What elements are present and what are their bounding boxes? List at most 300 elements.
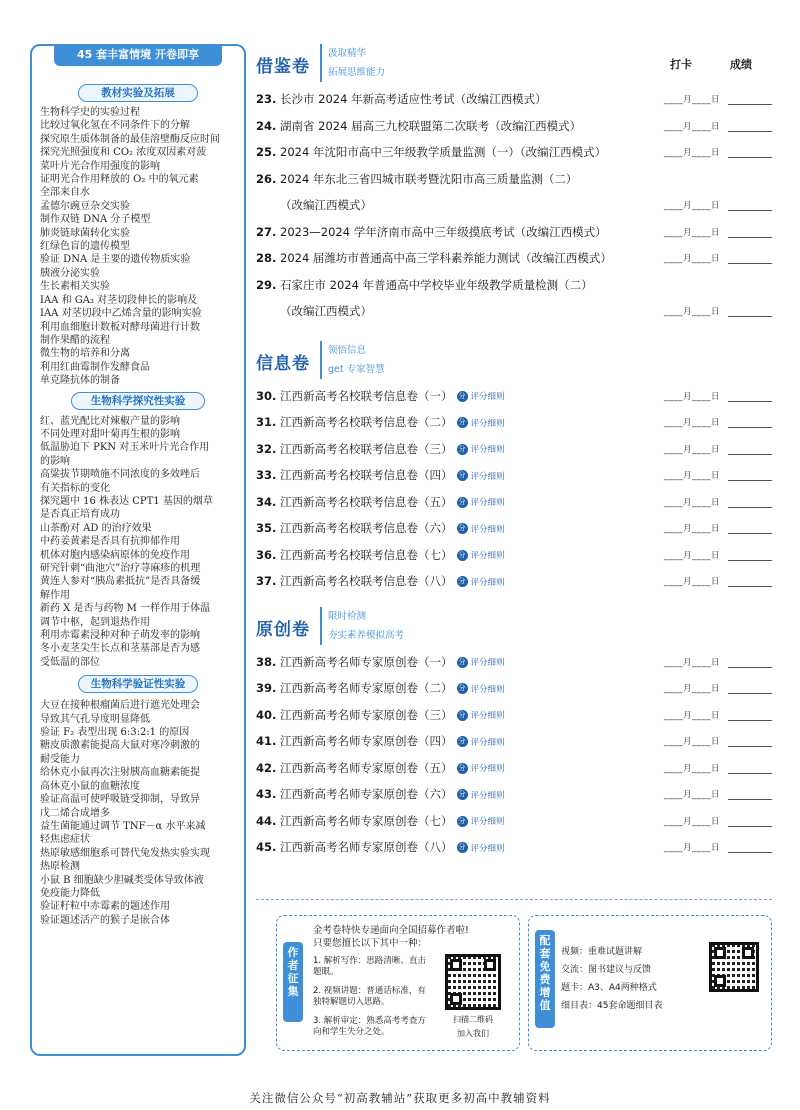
- exam-title: [280, 786, 630, 802]
- experiment-item: 验证 F₂ 表型出现 6:3:2:1 的原因: [40, 727, 190, 739]
- experiment-item: 免疫能力降低: [40, 887, 100, 899]
- score-icon: 分: [458, 710, 466, 719]
- exam-title: [280, 250, 630, 266]
- experiment-item: 生长素相关实验: [40, 281, 110, 293]
- exam-title: [280, 760, 630, 776]
- exam-row: [256, 568, 772, 595]
- experiment-item: 比较过氧化氢在不同条件下的分解: [40, 120, 190, 132]
- grading-rubric-label: 评分细则: [470, 843, 505, 854]
- experiment-item: 探究原生质体制备的最佳溶壁酶反应时间: [40, 133, 220, 145]
- score-icon: 分: [458, 418, 466, 427]
- experiment-item: 胰液分泌实验: [40, 267, 100, 279]
- exam-number: 32.: [256, 441, 277, 456]
- panel-header: 45 套丰富情境 开卷即享: [54, 44, 222, 66]
- experiment-item: 单克隆抗体的制备: [40, 375, 120, 387]
- checkin-date-field[interactable]: ____月____日: [663, 710, 720, 721]
- grading-rubric-tag: [457, 683, 505, 695]
- score-field[interactable]: [728, 443, 772, 455]
- exam-number: 37.: [256, 574, 277, 589]
- score-icon: 分: [458, 391, 466, 400]
- experiment-item: 冬小麦茎尖生长点和茎基部是否为感: [40, 643, 200, 655]
- exam-row: [256, 675, 772, 702]
- section-header-jianjian: [256, 44, 772, 86]
- bonus-item: 细目表：45套命题细目表: [561, 1001, 663, 1011]
- exam-checklist: [256, 44, 772, 861]
- exam-title-text: 江西新高考名校联考信息卷（七）: [280, 547, 453, 562]
- experiment-item: 不同处理对甜叶菊再生根的影响: [40, 428, 180, 440]
- checkin-date-field[interactable]: ____月____日: [663, 148, 720, 159]
- grading-rubric-tag: [457, 523, 505, 535]
- exam-row: [256, 436, 772, 463]
- bonus-item: 视频：重难试题讲解: [561, 947, 643, 957]
- score-field[interactable]: [728, 226, 772, 238]
- checkin-date-field[interactable]: ____月____日: [663, 577, 720, 588]
- exam-title-text: 江西新高考名师专家原创卷（一）: [280, 654, 453, 669]
- score-field[interactable]: [728, 252, 772, 264]
- exam-number: 43.: [256, 787, 277, 802]
- qr-finder-mark: [450, 959, 462, 971]
- score-field[interactable]: [728, 93, 772, 105]
- experiment-item: 有关指标的变化: [40, 482, 110, 494]
- experiment-item: 小鼠 B 细胞缺少胆碱类受体导致体液: [40, 874, 204, 886]
- exam-number: 39.: [256, 681, 277, 696]
- qr-finder-mark: [742, 947, 754, 959]
- experiment-item: 利用血细胞计数板对酵母菌进行计数: [40, 321, 200, 333]
- score-icon: 分: [458, 790, 466, 799]
- experiment-item: 探究光照强度和 CO₂ 浓度双因素对菠: [40, 147, 207, 159]
- experiment-item: 导致其气孔导度明显降低: [40, 713, 150, 725]
- experiment-item: 中药姜黄素是否具有抗抑郁作用: [40, 536, 180, 548]
- exam-title: [280, 224, 630, 240]
- exam-row: [256, 86, 772, 113]
- experiment-index-panel: [30, 44, 246, 1056]
- recruit-item: 3. 解析审定：熟悉高考考查方向和学生失分之处。: [313, 1016, 426, 1037]
- score-field[interactable]: [728, 120, 772, 132]
- exam-title: [280, 388, 630, 404]
- exam-title: [280, 654, 630, 670]
- exam-title: [280, 547, 630, 563]
- checkin-date-field[interactable]: ____月____日: [663, 657, 720, 668]
- score-icon: 分: [458, 657, 466, 666]
- experiment-item: 证明光合作用释放的 O₂ 中的氧元素: [40, 174, 199, 186]
- experiment-item: 新药 X 是否与药物 M 一样作用于体温: [40, 603, 211, 615]
- grading-rubric-tag: [457, 496, 505, 508]
- section-inquiry-experiments: [40, 392, 236, 670]
- exam-number: 45.: [256, 840, 277, 855]
- experiment-item: 糖皮质激素能提高大鼠对寒冷刺激的: [40, 740, 200, 752]
- score-field[interactable]: [728, 709, 772, 721]
- exam-title-text: 江西新高考名校联考信息卷（二）: [280, 415, 453, 430]
- exam-title-text: 江西新高考名师专家原创卷（七）: [280, 813, 453, 828]
- experiment-item: IAA 对茎切段中乙烯含量的影响实验: [40, 308, 202, 320]
- experiment-item: 高粱拔节期喷施不同浓度的多效唑后: [40, 469, 200, 481]
- grading-rubric-label: 评分细则: [470, 392, 505, 403]
- experiment-item: 制作双链 DNA 分子模型: [40, 214, 151, 226]
- score-field[interactable]: [728, 496, 772, 508]
- experiment-item: 验证 DNA 是主要的遗传物质实验: [40, 254, 191, 266]
- grading-rubric-tag: [457, 576, 505, 588]
- checkin-date-field[interactable]: ____月____日: [663, 763, 720, 774]
- grading-rubric-label: 评分细则: [470, 418, 505, 429]
- exam-title-text: 江西新高考名校联考信息卷（三）: [280, 441, 453, 456]
- exam-title-text: 石家庄市 2024 年普通高中学校毕业年级教学质量检测（二）: [280, 277, 593, 292]
- grading-rubric-tag: [457, 842, 505, 854]
- section-title: 生物科学验证性实验: [78, 675, 198, 693]
- exam-number: 23.: [256, 92, 277, 107]
- score-icon: 分: [458, 444, 466, 453]
- exam-row: [256, 462, 772, 489]
- exam-row: [256, 383, 772, 410]
- score-field[interactable]: [728, 416, 772, 428]
- exam-title-text: 江西新高考名师专家原创卷（三）: [280, 707, 453, 722]
- grading-rubric-tag: [457, 443, 505, 455]
- grading-rubric-tag: [457, 789, 505, 801]
- section-name: 借鉴卷: [256, 57, 310, 77]
- free-bonus-box: [528, 915, 772, 1051]
- exam-title: [280, 91, 630, 107]
- grading-rubric-label: 评分细则: [470, 471, 505, 482]
- section-name: 信息卷: [256, 353, 310, 374]
- exam-number: 35.: [256, 521, 277, 536]
- exam-number: 29.: [256, 277, 277, 292]
- experiment-item: IAA 和 GA₃ 对茎切段伸长的影响及: [40, 294, 198, 306]
- exam-row: [256, 409, 772, 436]
- score-icon: 分: [458, 550, 466, 559]
- experiment-item: 利用赤霉素浸种对种子萌发率的影响: [40, 630, 200, 642]
- exam-row: [256, 489, 772, 516]
- exam-title-text: 江西新高考名校联考信息卷（四）: [280, 468, 453, 483]
- exam-row: [256, 113, 772, 140]
- exam-row: [256, 781, 772, 808]
- score-icon: 分: [458, 737, 466, 746]
- score-icon: 分: [458, 816, 466, 825]
- grading-rubric-tag: [457, 417, 505, 429]
- subtitle-line: 汲取精华: [328, 48, 367, 59]
- grading-rubric-label: 评分细则: [470, 551, 505, 562]
- divider: [256, 899, 772, 900]
- score-icon: 分: [458, 684, 466, 693]
- exam-title-text: 2023—2024 学年济南市高中三年级摸底考试（改编江西模式）: [280, 224, 607, 239]
- subtitle-line: 夯实素养模拟高考: [328, 629, 405, 641]
- exam-title-text: 2024 年沈阳市高中三年级教学质量监测（一）（改编江西模式）: [280, 145, 607, 160]
- qr-code[interactable]: [709, 942, 759, 992]
- experiment-item: 解作用: [40, 589, 70, 601]
- subtitle-line: 领悟信息: [328, 344, 367, 356]
- exam-title-text: 江西新高考名校联考信息卷（一）: [280, 388, 453, 403]
- experiment-item: 是否真正培育成功: [40, 509, 120, 521]
- section-title: 教材实验及拓展: [78, 84, 198, 102]
- exam-number: 36.: [256, 547, 277, 562]
- score-field[interactable]: [728, 522, 772, 534]
- checkin-date-field[interactable]: ____月____日: [663, 307, 720, 318]
- qr-caption: 扫描二维码: [453, 1015, 493, 1024]
- grading-rubric-tag: [457, 815, 505, 827]
- bonus-tab: 配套免费增值: [535, 930, 555, 1028]
- author-recruit-box: [276, 915, 520, 1051]
- experiment-item: 轻焦虑症状: [40, 834, 90, 846]
- exam-title-text: 2024 届潍坊市普通高中高三学科素养能力测试（改编江西模式）: [280, 251, 612, 266]
- grading-rubric-label: 评分细则: [470, 445, 505, 456]
- score-field[interactable]: [728, 841, 772, 853]
- score-field[interactable]: [728, 682, 772, 694]
- exam-number: 41.: [256, 734, 277, 749]
- experiment-item: 黄连人参对“胰岛素抵抗”是否具备缓: [40, 576, 201, 588]
- score-field[interactable]: [728, 305, 772, 317]
- checkin-date-field[interactable]: ____月____日: [663, 737, 720, 748]
- recruit-tab: 作者征集: [283, 942, 303, 1022]
- score-field[interactable]: [728, 199, 772, 211]
- experiment-item: 受低温的部位: [40, 656, 100, 668]
- grading-rubric-tag: [457, 549, 505, 561]
- footer-notice: 关注微信公众号“初高教辅站”获取更多初高中教辅资料: [249, 1091, 551, 1105]
- experiment-item: 红绿色盲的遗传模型: [40, 241, 130, 253]
- exam-title: [280, 839, 630, 855]
- grading-rubric-label: 评分细则: [470, 817, 505, 828]
- exam-row: [256, 755, 772, 782]
- exam-row: [256, 166, 772, 193]
- experiment-item: 制作果醋的流程: [40, 334, 110, 346]
- checkin-date-field[interactable]: ____月____日: [663, 227, 720, 238]
- qr-finder-mark: [714, 947, 726, 959]
- checkin-date-field[interactable]: ____月____日: [663, 391, 720, 402]
- experiment-list: [40, 699, 236, 927]
- experiment-item: 验证题述活产的猴子是嵌合体: [40, 914, 170, 926]
- exam-title: [256, 303, 630, 319]
- exam-list: [256, 649, 772, 861]
- score-field[interactable]: [728, 549, 772, 561]
- exam-title: [280, 813, 630, 829]
- exam-title: [280, 494, 630, 510]
- recruit-heading-line: 金考卷特快专递面向全国招募作者啦!: [313, 925, 469, 936]
- exam-title: [280, 414, 630, 430]
- exam-number: 40.: [256, 707, 277, 722]
- exam-title-text: 江西新高考名师专家原创卷（四）: [280, 734, 453, 749]
- experiment-item: 高休克小鼠的血糖浓度: [40, 780, 140, 792]
- score-field[interactable]: [728, 390, 772, 402]
- subtitle-line: 拓展思维能力: [328, 67, 386, 78]
- score-header: 成绩: [730, 58, 752, 71]
- exam-number: 26.: [256, 171, 277, 186]
- exam-title-text: 长沙市 2024 年新高考适应性考试（改编江西模式）: [280, 92, 547, 107]
- section-subtitle: [320, 607, 404, 645]
- section-verification-experiments: [40, 675, 236, 927]
- exam-title-text: 江西新高考名校联考信息卷（五）: [280, 494, 453, 509]
- subtitle-line: 限时检测: [328, 610, 367, 622]
- experiment-list: [40, 106, 236, 388]
- score-field[interactable]: [728, 146, 772, 158]
- exam-number: 27.: [256, 224, 277, 239]
- checkin-date-field[interactable]: ____月____日: [663, 497, 720, 508]
- experiment-item: 热原敏感细胞系可替代兔发热实验实现: [40, 847, 210, 859]
- checkin-date-field[interactable]: ____月____日: [663, 471, 720, 482]
- experiment-item: 菜叶片光合作用强度的影响: [40, 160, 160, 172]
- exam-title-text: （改编江西模式）: [280, 198, 372, 213]
- score-icon: 分: [458, 577, 466, 586]
- score-field[interactable]: [728, 762, 772, 774]
- section-name: 原创卷: [256, 619, 310, 640]
- score-field[interactable]: [728, 735, 772, 747]
- score-field[interactable]: [728, 815, 772, 827]
- exam-number: 44.: [256, 813, 277, 828]
- exam-row: [256, 272, 772, 299]
- exam-row: [256, 192, 772, 219]
- qr-code[interactable]: [445, 954, 501, 1010]
- subtitle-line: get 专家智慧: [328, 363, 385, 375]
- checkin-date-field[interactable]: ____月____日: [663, 201, 720, 212]
- recruit-heading-line: 只要您擅长以下其中一种：: [313, 938, 428, 949]
- score-field[interactable]: [728, 575, 772, 587]
- exam-number: 42.: [256, 760, 277, 775]
- experiment-item: 验证高温可使呼吸链受抑制，导致异: [40, 794, 200, 806]
- exam-title: [280, 680, 630, 696]
- exam-row: [256, 542, 772, 569]
- exam-number: 30.: [256, 388, 277, 403]
- exam-title-text: 2024 年东北三省四城市联考暨沈阳市高三质量监测（二）: [280, 171, 578, 186]
- exam-list: [256, 86, 772, 325]
- experiment-item: 利用红曲霉制作发酵食品: [40, 361, 150, 373]
- exam-title: [280, 520, 630, 536]
- experiment-list: [40, 415, 236, 670]
- grading-rubric-tag: [457, 736, 505, 748]
- checkin-header: 打卡: [670, 58, 692, 71]
- exam-title-text: 江西新高考名师专家原创卷（二）: [280, 681, 453, 696]
- checkin-date-field[interactable]: ____月____日: [663, 524, 720, 535]
- exam-title: [280, 733, 630, 749]
- exam-row: [256, 139, 772, 166]
- grading-rubric-label: 评分细则: [470, 790, 505, 801]
- exam-row: [256, 649, 772, 676]
- recruit-heading: [313, 924, 469, 950]
- checkin-date-field[interactable]: ____月____日: [663, 444, 720, 455]
- grading-rubric-label: 评分细则: [470, 658, 505, 669]
- section-title: 生物科学探究性实验: [71, 392, 205, 410]
- grading-rubric-label: 评分细则: [470, 577, 505, 588]
- experiment-item: 生物科学史的实验过程: [40, 107, 140, 118]
- score-icon: 分: [458, 471, 466, 480]
- checkin-date-field[interactable]: ____月____日: [663, 790, 720, 801]
- qr-finder-mark: [484, 959, 496, 971]
- experiment-item: 热原检测: [40, 861, 80, 873]
- exam-number: 33.: [256, 468, 277, 483]
- exam-row: [256, 245, 772, 272]
- score-icon: 分: [458, 763, 466, 772]
- exam-title: [280, 467, 630, 483]
- checkin-date-field[interactable]: ____月____日: [663, 418, 720, 429]
- experiment-item: 孟德尔豌豆杂交实验: [40, 200, 130, 212]
- exam-title: [280, 144, 630, 160]
- bonus-item: 题卡：A3、A4两种格式: [561, 983, 657, 993]
- score-icon: 分: [458, 524, 466, 533]
- exam-number: 31.: [256, 415, 277, 430]
- exam-title: [280, 118, 630, 134]
- grading-rubric-label: 评分细则: [470, 684, 505, 695]
- exam-row: [256, 834, 772, 861]
- exam-title: [280, 441, 630, 457]
- experiment-item: 山茶酚对 AD 的治疗效果: [40, 522, 152, 534]
- grading-rubric-tag: [457, 656, 505, 668]
- grading-rubric-label: 评分细则: [470, 711, 505, 722]
- qr-finder-mark: [450, 993, 462, 1005]
- experiment-item: 给休克小鼠再次注射胰高血糖素能提: [40, 767, 200, 779]
- section-textbook-experiments: [40, 84, 236, 388]
- grading-rubric-label: 评分细则: [470, 737, 505, 748]
- exam-title-text: 江西新高考名师专家原创卷（八）: [280, 840, 453, 855]
- score-field[interactable]: [728, 656, 772, 668]
- score-field[interactable]: [728, 469, 772, 481]
- experiment-item: 验证籽粒中赤霉素的题述作用: [40, 901, 170, 913]
- experiment-item: 红、蓝光配比对辣椒产量的影响: [40, 415, 180, 427]
- grading-rubric-label: 评分细则: [470, 498, 505, 509]
- qr-caption: 加入我们: [457, 1029, 489, 1038]
- checkin-date-field[interactable]: ____月____日: [663, 816, 720, 827]
- exam-title: [280, 171, 630, 187]
- column-headers: [670, 56, 752, 72]
- score-field: [728, 279, 772, 291]
- exam-list: [256, 383, 772, 595]
- experiment-item: 调节中枢，起到退热作用: [40, 616, 150, 628]
- exam-title-text: 江西新高考名师专家原创卷（五）: [280, 760, 453, 775]
- experiment-item: 探究题中 16 株表达 CPT1 基因的烟草: [40, 495, 213, 507]
- section-header-xinxi: [256, 341, 772, 383]
- checkin-date-field[interactable]: ____月____日: [663, 684, 720, 695]
- grading-rubric-tag: [457, 709, 505, 721]
- experiment-item: 的影响: [40, 455, 70, 467]
- checkin-date-field[interactable]: ____月____日: [663, 95, 720, 106]
- checkin-date-field[interactable]: ____月____日: [663, 843, 720, 854]
- checkin-date-field[interactable]: ____月____日: [663, 121, 720, 132]
- score-icon: 分: [458, 497, 466, 506]
- experiment-item: 大豆在接种根瘤菌后进行遮光处理会: [40, 700, 200, 712]
- checkin-date-field[interactable]: ____月____日: [663, 254, 720, 265]
- exam-row: [256, 515, 772, 542]
- exam-row: [256, 702, 772, 729]
- exam-title: [280, 707, 630, 723]
- grading-rubric-tag: [457, 390, 505, 402]
- experiment-item: 研究针刺“曲池穴”治疗荨麻疹的机理: [40, 563, 201, 574]
- score-field[interactable]: [728, 788, 772, 800]
- experiment-item: 全部来自水: [40, 187, 90, 199]
- recruit-item: 1. 解析写作：思路清晰、直击题眼。: [313, 956, 426, 977]
- experiment-item: 微生物的培养和分离: [40, 348, 130, 360]
- exam-title-text: 江西新高考名师专家原创卷（六）: [280, 787, 453, 802]
- grading-rubric-label: 评分细则: [470, 764, 505, 775]
- score-icon: 分: [458, 843, 466, 852]
- section-subtitle: [320, 341, 385, 379]
- experiment-item: 肺炎链球菌转化实验: [40, 227, 130, 239]
- experiment-item: 机体对胞内感染病原体的免疫作用: [40, 549, 190, 561]
- qr-finder-mark: [714, 975, 726, 987]
- grading-rubric-tag: [457, 470, 505, 482]
- exam-title-text: 湖南省 2024 届高三九校联盟第二次联考（改编江西模式）: [280, 118, 582, 133]
- grading-rubric-tag: [457, 762, 505, 774]
- exam-number: 25.: [256, 145, 277, 160]
- exam-title: [280, 277, 630, 293]
- recruit-item: 2. 视频讲题：普通话标准，有独特解题切入思路。: [313, 986, 426, 1007]
- experiment-item: 益生菌能通过调节 TNF－α 水平来减: [40, 820, 206, 832]
- exam-row: [256, 728, 772, 755]
- checkin-date-field[interactable]: ____月____日: [663, 550, 720, 561]
- grading-rubric-label: 评分细则: [470, 524, 505, 535]
- exam-number: 34.: [256, 494, 277, 509]
- exam-title: [256, 197, 630, 213]
- exam-number: 38.: [256, 654, 277, 669]
- exam-row: [256, 219, 772, 246]
- exam-title-text: （改编江西模式）: [280, 304, 372, 319]
- exam-number: 28.: [256, 251, 277, 266]
- exam-title-text: 江西新高考名校联考信息卷（六）: [280, 521, 453, 536]
- experiment-item: 戊二烯合成增多: [40, 807, 110, 819]
- experiment-item: 低温胁迫下 PKN 对玉米叶片光合作用: [40, 442, 210, 454]
